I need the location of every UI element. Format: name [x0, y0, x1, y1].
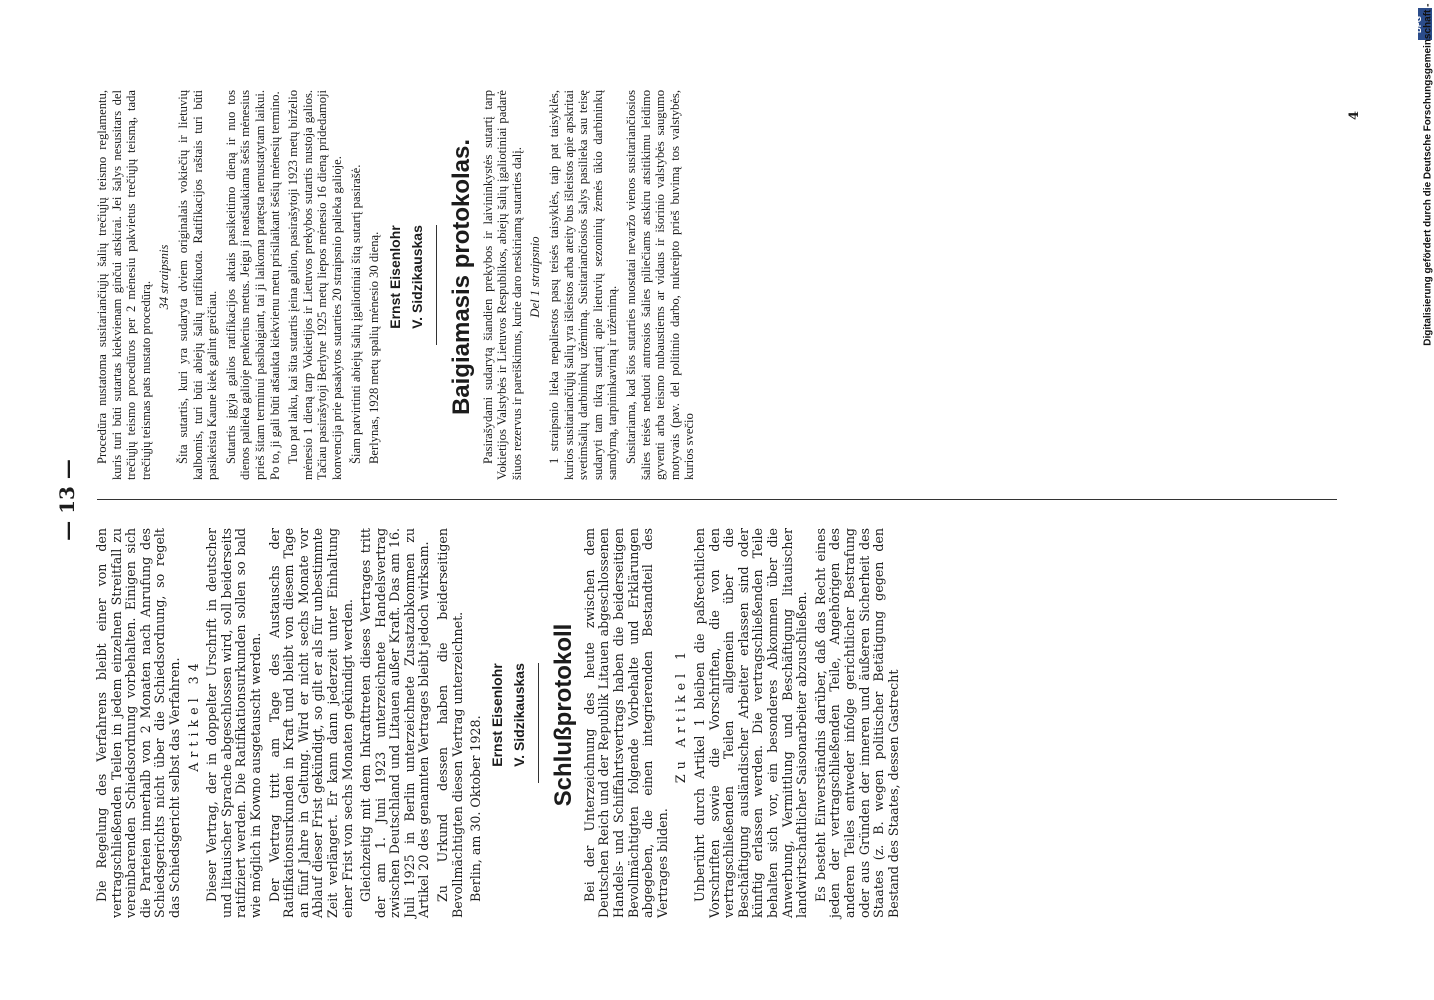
- german-article-34-heading: Artikel 34: [185, 658, 201, 772]
- german-divider: [538, 663, 539, 783]
- lithuanian-signature-1: Ernst Eisenlohr: [386, 225, 403, 329]
- footer-page-number: 4: [1347, 110, 1362, 120]
- lithuanian-del-1-p2: Susitariama, kad šios sutarties nuostatai nevaržo vienos susitariančiosios šalies teisės neduoti antrosios šalies piliečiams atskiru atsitikimu leidimo gyventi arba teismo nubaustiems ar vidaus ir išorinio valstybės saugumo motyvais (pav. del politinio darbo, nukreipto prieš buvimą tos valstybės, kurios svečio: [624, 90, 697, 480]
- german-article-34-p1: Dieser Vertrag, der in doppelter Urschrift in deutscher und litauischer Sprache abgeschlossen wird, soll beiderseits ratifiziert werden. Die Ratifikationsurkunden sollen so bald wie möglich in Kowno ausgetauscht werden.: [204, 528, 263, 918]
- german-zu-artikel-1-p1: Unberührt durch Artikel 1 bleiben die paßrechtlichen Vorschriften sowie die Vorschriften, die von den vertragschließenden Teilen allgemein über die Beschäftigung ausländischer Arbeiter erlassen sind oder künftig erlassen werden. Die vertragschließenden Teile behalten sich vor, ein besonderes Abkommen über die Anwerbung, Vermittlung und Beschäftigung litauischer landwirtschaftlicher Saisonarbeiter abzuschließen.: [692, 528, 810, 918]
- german-schlussprotokoll-title: Schlußprotokoll: [549, 623, 577, 807]
- lithuanian-divider: [436, 225, 437, 345]
- lithuanian-del-1-p1: 1 straipsnio lieka nepaliestos pasų teisės taisyklės, taip pat taisyklės, kurios susitariančiųjų šalių yra išleistos arba ateity bus išleistos apie apskritai svetimšalių darbininkų užėmimą. Susitariančiosios šalys pasilieka sau teisę sudaryti tam tikrą sutartį apie lietuvių sezoninių žemės ūkio darbininkų samdymą, tarpininkavimą ir užėmimą.: [547, 90, 620, 480]
- german-article-34-p3: Gleichzeitig mit dem Inkrafttreten dieses Vertrages tritt der am 1. Juni 1923 unterzeichnete Handelsvertrag zwischen Deutschland und Litauen außer Kraft. Das am 16. Juli 1925 in Berlin unterzeichnete Zusatzabkommen zu Artikel 20 des genannten Vertrages bleibt jedoch wirksam.: [358, 528, 432, 918]
- german-column: [95, 528, 905, 918]
- lithuanian-article-34-heading: 34 straipsnis: [157, 244, 172, 310]
- column-separator: [97, 499, 1337, 500]
- german-witness-clause: Zu Urkund dessen haben die beiderseitigen Bevollmächtigten diesen Vertrag unterzeichnet.: [435, 528, 465, 918]
- dfg-funding-notice: Digitalisierung gefördert durch die Deutsche Forschungsgemeinschaft -: [1422, 3, 1434, 346]
- lithuanian-protokolas-title: Baigiamasis protokolas.: [447, 138, 475, 416]
- page-number: — 13 —: [55, 459, 79, 541]
- german-place-date: Berlin, am 30. Oktober 1928.: [468, 715, 484, 902]
- german-signature-1: Ernst Eisenlohr: [488, 663, 505, 767]
- lithuanian-witness-clause: Šiam patvirtinti abiejų šalių įgaliotiniai šitą sutartį pasirašė.: [348, 164, 363, 464]
- lithuanian-column: [95, 90, 701, 480]
- german-signature-2: V. Sidzikauskas: [510, 663, 527, 767]
- lithuanian-intro: Procedūra nustatoma susitariančiųjų šalių trečiųjų teismo reglamentu, kuris turi būti sutartas kiekvienam ginčui atskirai. Jei šalys nesusitars del trečiųjų teismo procedūros per 2 mėnesiu pakvietus trečiųjų teismą, tada trečiųjų teismas pats nustato procedūrą.: [95, 90, 153, 480]
- german-schlussprotokoll-intro: Bei der Unterzeichnung des heute zwischen dem Deutschen Reich und der Republik Litauen abgeschlossenen Handels- und Schiffahrtsvertrags haben die beiderseitigen Bevollmächtigten folgende Vorbehalte und Erklärungen abgegeben, die einen integrierenden Bestandteil des Vertrages bilden.: [581, 528, 670, 918]
- lithuanian-protokolas-intro: Pasirašydami sudarytą šiandien prekybos ir laivininkystės sutartį tarp Vokietijos Valstybės ir Lietuvos Respublikos, abiejų šalių įgaliotiniai padarė šiuos rezervus ir pareiškimus, kurie daro neskiriamą sutarties dalį.: [480, 90, 524, 480]
- german-zu-artikel-1-p2: Es besteht Einverständnis darüber, daß das Recht eines jeden der vertragschließenden Teile, Angehörigen des anderen Teiles entweder infolge gerichtlicher Bestrafung oder aus Gründen der inneren und äußeren Sicherheit des Staates (z. B. wegen politischer Betätigung gegen den Bestand des Staates, dessen Gastrecht: [812, 528, 901, 918]
- rotated-page: [47, 60, 1387, 940]
- lithuanian-place-date: Berlynas, 1928 metų spalių mėnesio 30 dieną.: [367, 231, 382, 464]
- dfg-logo: DFG: [1418, 8, 1432, 40]
- german-article-34-p2: Der Vertrag tritt am Tage des Austauschs der Ratifikationsurkunden in Kraft und bleibt von diesem Tage an fünf Jahre in Geltung. Wird er nicht sechs Monate vor Ablauf dieser Frist gekündigt, so gilt er als für unbestimmte Zeit verlängert. Er kann dann jederzeit unter Einhaltung einer Frist von sechs Monaten gekündigt werden.: [266, 528, 355, 918]
- dfg-sidebar: [1413, 3, 1434, 998]
- german-intro: Die Regelung des Verfahrens bleibt einer von den vertragschließenden Teilen in jedem einzelnen Streitfall zu vereinbarenden Schiedsordnung vorbehalten. Einigen sich die Parteien innerhalb von 2 Monaten nach Anrufung des Schiedsgerichts nicht über die Schiedsordnung, so regelt das Schiedsgericht selbst das Verfahren.: [94, 528, 182, 918]
- lithuanian-article-34-p1: Šita sutartis, kuri yra sudaryta dviem originalais vokiečių ir lietuvių kalbomis, turi būti abiejų šalių ratifikuota. Ratifikacijos raštais turi būti pasikeista Kaune kiek galint greičiau.: [175, 90, 220, 480]
- german-zu-artikel-1: Zu Artikel 1: [673, 646, 689, 784]
- lithuanian-article-34-p3: Tuo pat laiku, kai šita sutartis įeina galion, pasirašytoji 1923 metų birželio mėnesio 1 dieną tarp Vokietijos ir Lietuvos prekybos sutartis nustoja galios. Tačiau pasirašytoji Berlyne 1925 metų liepos mėnesio 16 dieną pridedamoji konvencija prie pasakytos sutarties 20 straipsnio palieka galioje.: [286, 90, 344, 480]
- lithuanian-del-1-straipsnio: Del 1 straipsnio: [528, 236, 543, 318]
- lithuanian-article-34-p2: Sutartis įgyja galios ratifikacijos aktais pasikeitimo dieną ir nuo tos dienos palieka galioje penkerius metus. Jeigu ji neatšaukiama šešis mėnesius prieš šitam terminui pasibaigiant, tai ji laikoma pratęsta nenustatytam laikui. Po to, ji gali būti atšaukta kiekvienu metu prisilaikant šešių mėnesių termino.: [223, 90, 282, 480]
- lithuanian-signature-2: V. Sidzikauskas: [408, 225, 425, 329]
